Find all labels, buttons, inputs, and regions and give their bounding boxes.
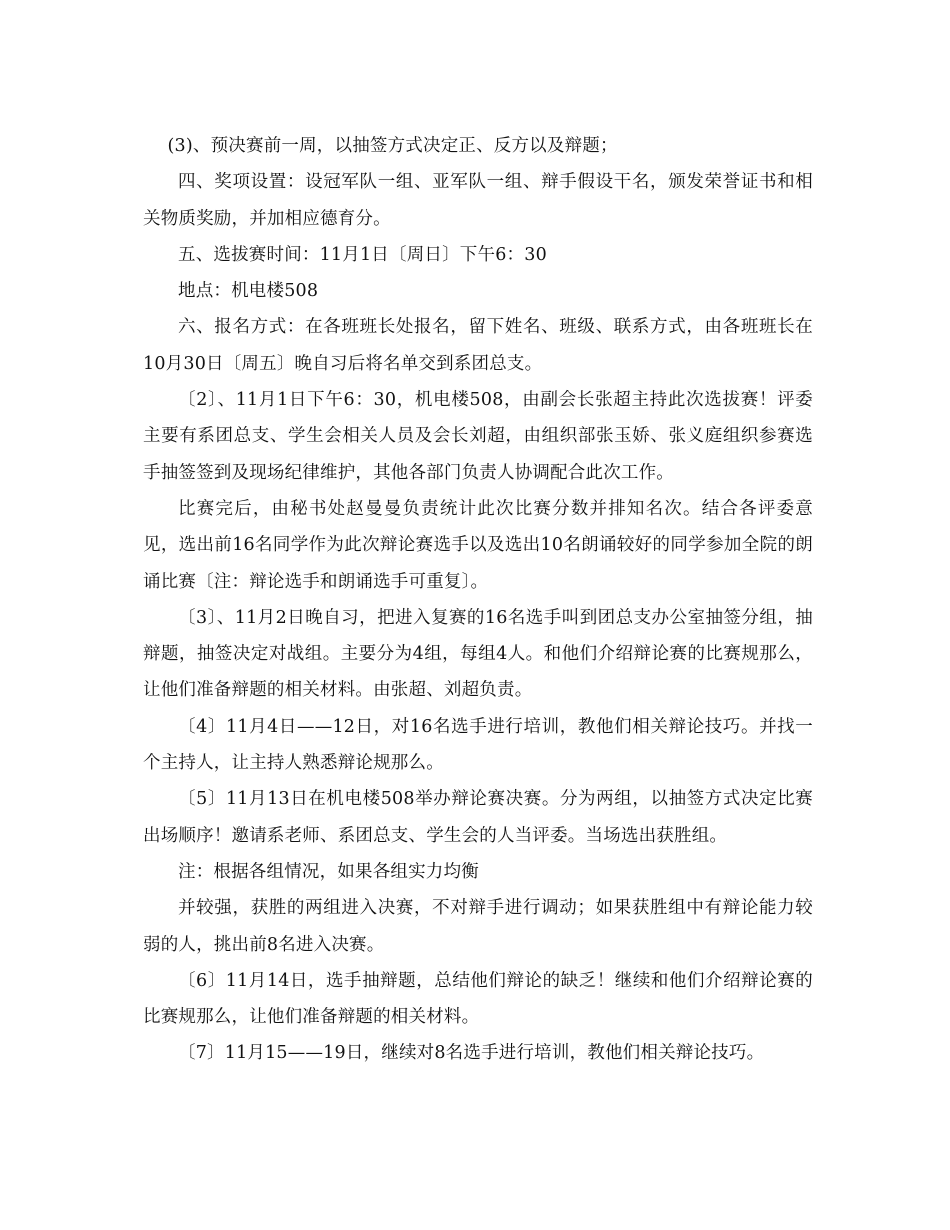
paragraph-12: 并较强，获胜的两组进入决赛，不对辩手进行调动；如果获胜组中有辩论能力较弱的人，挑出前8名进入决赛。 (143, 898, 813, 955)
paragraph-2: 四、奖项设置：设冠军队一组、亚军队一组、辩手假设干名，颁发荣誉证书和相关物质奖励，并加相应德育分。 (143, 172, 813, 229)
paragraph-6: 〔2〕、11月1日下午6：30，机电楼508，由副会长张超主持此次选拔赛！评委主要有系团总支、学生会相关人员及会长刘超，由组织部张玉娇、张义庭组织参赛选手抽签签到及现场纪律维护，其他各部门负责人协调配合此次工作。 (143, 390, 813, 483)
paragraph-9: 〔4〕11月4日——12日，对16名选手进行培训，教他们相关辩论技巧。并找一个主持人，让主持人熟悉辩论规那么。 (143, 716, 813, 774)
paragraph-5: 六、报名方式：在各班班长处报名，留下姓名、班级、联系方式，由各班班长在10月30日〔周五〕晚自习后将名单交到系团总支。 (143, 317, 813, 374)
paragraph-8: 〔3〕、11月2日晚自习，把进入复赛的16名选手叫到团总支办公室抽签分组，抽辩题，抽签决定对战组。主要分为4组，每组4人。和他们介绍辩论赛的比赛规那么，让他们准备辩题的相关材料。由张超、刘超负责。 (143, 607, 813, 701)
paragraph-14: 〔7〕11月15——19日，继续对8名选手进行培训，教他们相关辩论技巧。 (178, 1043, 765, 1064)
document-body (143, 128, 813, 1072)
paragraph-11: 注：根据各组情况，如果各组实力均衡 (178, 861, 479, 882)
paragraph-4: 地点：机电楼508 (178, 281, 319, 302)
paragraph-1: (3)、预决赛前一周，以抽签方式决定正、反方以及辩题； (167, 136, 618, 156)
paragraph-7: 比赛完后，由秘书处赵曼曼负责统计此次比赛分数并排知名次。结合各评委意见，选出前16名同学作为此次辩论赛选手以及选出10名朗诵较好的同学参加全院的朗诵比赛〔注：辩论选手和朗诵选手可重复〕。 (143, 498, 813, 592)
paragraph-13: 〔6〕11月14日，选手抽辩题，总结他们辩论的缺乏！继续和他们介绍辩论赛的比赛规那么，让他们准备辩题的相关材料。 (143, 970, 813, 1028)
paragraph-10: 〔5〕11月13日在机电楼508举办辩论赛决赛。分为两组，以抽签方式决定比赛出场顺序！邀请系老师、系团总支、学生会的人当评委。当场选出获胜组。 (143, 789, 813, 846)
paragraph-3: 五、选拔赛时间：11月1日〔周日〕下午6：30 (178, 244, 547, 265)
